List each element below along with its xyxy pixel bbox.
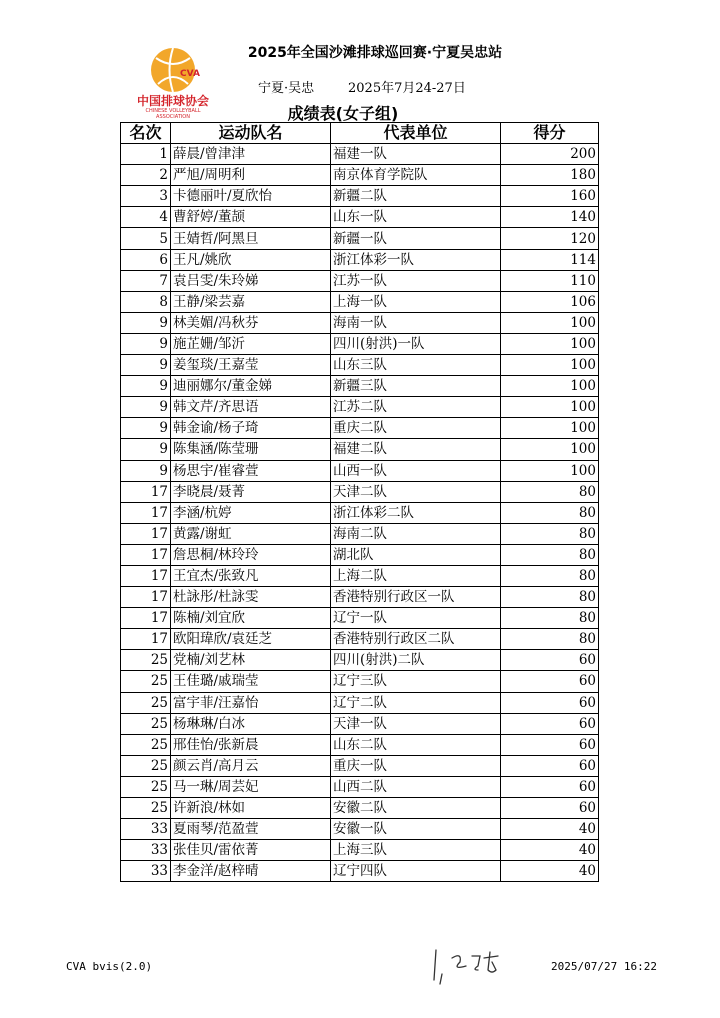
score-cell: 60 [501,798,599,819]
score-cell: 140 [501,207,599,228]
table-row [121,186,599,207]
team-cell: 薛晨/曾津津 [171,144,331,165]
header-score: 得分 [501,123,599,144]
team-cell: 杨琳琳/白冰 [171,713,331,734]
rank-cell: 9 [121,439,171,460]
team-cell: 张佳贝/雷依菁 [171,840,331,861]
event-location: 宁夏·吴忠 [258,81,315,96]
rank-cell: 7 [121,270,171,291]
print-timestamp: 2025/07/27 16:22 [551,960,657,973]
table-header-row [121,123,599,144]
unit-cell: 天津二队 [331,481,501,502]
unit-cell: 湖北队 [331,544,501,565]
team-cell: 施芷姗/邹沂 [171,333,331,354]
unit-cell: 新疆一队 [331,228,501,249]
score-cell: 110 [501,270,599,291]
team-cell: 马一琳/周芸妃 [171,776,331,797]
unit-cell: 天津一队 [331,713,501,734]
software-version: CVA bvis(2.0) [66,960,153,973]
rank-cell: 25 [121,798,171,819]
unit-cell: 山西二队 [331,776,501,797]
unit-cell: 江苏一队 [331,270,501,291]
results-table [120,122,599,882]
rank-cell: 17 [121,629,171,650]
header-unit: 代表单位 [331,123,501,144]
team-cell: 曹舒婷/董颉 [171,207,331,228]
team-cell: 李晓晨/聂菁 [171,481,331,502]
rank-cell: 25 [121,755,171,776]
score-cell: 80 [501,608,599,629]
table-row [121,544,599,565]
team-cell: 富宇菲/汪嘉怡 [171,692,331,713]
header-team: 运动队名 [171,123,331,144]
unit-cell: 新疆二队 [331,186,501,207]
rank-cell: 9 [121,333,171,354]
team-cell: 陈楠/刘宜欣 [171,608,331,629]
rank-cell: 5 [121,228,171,249]
table-row [121,144,599,165]
table-row [121,629,599,650]
rank-cell: 9 [121,376,171,397]
rank-cell: 25 [121,692,171,713]
score-cell: 60 [501,776,599,797]
table-row [121,819,599,840]
team-cell: 许新浪/林如 [171,798,331,819]
event-title: 2025年全国沙滩排球巡回赛·宁夏吴忠站 [247,45,503,61]
team-cell: 陈集涵/陈莹珊 [171,439,331,460]
table-row [121,755,599,776]
score-cell: 40 [501,819,599,840]
score-cell: 60 [501,692,599,713]
table-row [121,355,599,376]
rank-cell: 33 [121,840,171,861]
score-cell: 180 [501,165,599,186]
rank-cell: 33 [121,819,171,840]
team-cell: 颜云肖/高月云 [171,755,331,776]
team-cell: 杜詠彤/杜詠雯 [171,587,331,608]
score-cell: 100 [501,418,599,439]
unit-cell: 南京体育学院队 [331,165,501,186]
team-cell: 卡德丽叶/夏欣怡 [171,186,331,207]
score-cell: 100 [501,460,599,481]
event-dates: 2025年7月24-27日 [348,81,466,96]
score-cell: 60 [501,755,599,776]
score-cell: 60 [501,671,599,692]
score-cell: 80 [501,587,599,608]
table-row [121,228,599,249]
table-row [121,481,599,502]
team-cell: 王凡/姚欣 [171,249,331,270]
team-cell: 迪丽娜尔/董金娣 [171,376,331,397]
table-row [121,291,599,312]
unit-cell: 山东三队 [331,355,501,376]
unit-cell: 海南二队 [331,523,501,544]
team-cell: 欧阳瑋欣/袁廷芝 [171,629,331,650]
team-cell: 黄露/谢虹 [171,523,331,544]
score-cell: 100 [501,439,599,460]
score-cell: 200 [501,144,599,165]
logo-mark-text: CVA [180,69,200,79]
unit-cell: 山东二队 [331,734,501,755]
team-cell: 韩文芹/齐思语 [171,397,331,418]
team-cell: 王宜杰/张致凡 [171,565,331,586]
score-cell: 80 [501,523,599,544]
results-body [121,144,599,882]
team-cell: 杨思宇/崔睿萱 [171,460,331,481]
team-cell: 李涵/杭婷 [171,502,331,523]
rank-cell: 25 [121,671,171,692]
score-cell: 100 [501,376,599,397]
rank-cell: 25 [121,650,171,671]
score-cell: 114 [501,249,599,270]
unit-cell: 辽宁四队 [331,861,501,882]
score-cell: 100 [501,312,599,333]
table-row [121,523,599,544]
unit-cell: 浙江体彩二队 [331,502,501,523]
team-cell: 林美媚/冯秋芬 [171,312,331,333]
handwritten-signature [422,940,518,988]
unit-cell: 海南一队 [331,312,501,333]
score-cell: 80 [501,629,599,650]
unit-cell: 山东一队 [331,207,501,228]
table-row [121,270,599,291]
score-cell: 160 [501,186,599,207]
table-row [121,207,599,228]
unit-cell: 四川(射洪)二队 [331,650,501,671]
table-row [121,587,599,608]
rank-cell: 9 [121,312,171,333]
team-cell: 李金洋/赵梓晴 [171,861,331,882]
unit-cell: 上海一队 [331,291,501,312]
unit-cell: 香港特别行政区二队 [331,629,501,650]
unit-cell: 重庆一队 [331,755,501,776]
table-row [121,460,599,481]
rank-cell: 9 [121,418,171,439]
unit-cell: 四川(射洪)一队 [331,333,501,354]
score-cell: 80 [501,544,599,565]
score-cell: 80 [501,502,599,523]
logo-text: 中国排球协会 [136,94,209,108]
rank-cell: 17 [121,565,171,586]
rank-cell: 2 [121,165,171,186]
table-row [121,776,599,797]
score-cell: 100 [501,397,599,418]
score-cell: 80 [501,481,599,502]
unit-cell: 安徽二队 [331,798,501,819]
team-cell: 严旭/周明利 [171,165,331,186]
score-cell: 100 [501,355,599,376]
table-row [121,439,599,460]
team-cell: 夏雨琴/范盈萱 [171,819,331,840]
team-cell: 詹思桐/林玲玲 [171,544,331,565]
unit-cell: 新疆三队 [331,376,501,397]
table-row [121,502,599,523]
rank-cell: 9 [121,355,171,376]
team-cell: 邢佳怡/张新晨 [171,734,331,755]
logo-subtext: CHINESE VOLLEYBALL ASSOCIATION [145,108,201,120]
score-cell: 120 [501,228,599,249]
rank-cell: 9 [121,460,171,481]
table-row [121,650,599,671]
team-cell: 党楠/刘艺林 [171,650,331,671]
table-row [121,249,599,270]
score-cell: 60 [501,650,599,671]
rank-cell: 8 [121,291,171,312]
table-row [121,861,599,882]
table-row [121,713,599,734]
rank-cell: 3 [121,186,171,207]
unit-cell: 辽宁一队 [331,608,501,629]
team-cell: 王静/梁芸嘉 [171,291,331,312]
team-cell: 王婧哲/阿黑旦 [171,228,331,249]
rank-cell: 4 [121,207,171,228]
score-cell: 106 [501,291,599,312]
table-row [121,608,599,629]
team-cell: 韩金谕/杨子琦 [171,418,331,439]
table-row [121,312,599,333]
rank-cell: 17 [121,608,171,629]
score-cell: 80 [501,565,599,586]
results-subtitle: 成绩表(女子组) [287,104,399,123]
rank-cell: 9 [121,397,171,418]
table-row [121,671,599,692]
rank-cell: 17 [121,481,171,502]
rank-cell: 6 [121,249,171,270]
table-row [121,333,599,354]
unit-cell: 山西一队 [331,460,501,481]
team-cell: 袁吕雯/朱玲娣 [171,270,331,291]
rank-cell: 25 [121,713,171,734]
table-row [121,798,599,819]
rank-cell: 25 [121,776,171,797]
rank-cell: 25 [121,734,171,755]
unit-cell: 香港特别行政区一队 [331,587,501,608]
table-row [121,376,599,397]
team-cell: 姜玺琰/王嘉莹 [171,355,331,376]
score-cell: 40 [501,840,599,861]
unit-cell: 上海三队 [331,840,501,861]
unit-cell: 辽宁二队 [331,692,501,713]
score-cell: 40 [501,861,599,882]
unit-cell: 重庆二队 [331,418,501,439]
table-row [121,734,599,755]
table-row [121,565,599,586]
rank-cell: 17 [121,502,171,523]
unit-cell: 上海二队 [331,565,501,586]
score-cell: 60 [501,713,599,734]
table-row [121,418,599,439]
table-row [121,692,599,713]
table-row [121,165,599,186]
rank-cell: 17 [121,587,171,608]
team-cell: 王佳璐/戚瑞莹 [171,671,331,692]
table-row [121,840,599,861]
table-row [121,397,599,418]
unit-cell: 浙江体彩一队 [331,249,501,270]
rank-cell: 1 [121,144,171,165]
rank-cell: 17 [121,544,171,565]
unit-cell: 安徽一队 [331,819,501,840]
rank-cell: 33 [121,861,171,882]
score-cell: 60 [501,734,599,755]
unit-cell: 福建二队 [331,439,501,460]
score-cell: 100 [501,333,599,354]
unit-cell: 福建一队 [331,144,501,165]
unit-cell: 辽宁三队 [331,671,501,692]
rank-cell: 17 [121,523,171,544]
header-rank: 名次 [121,123,171,144]
unit-cell: 江苏二队 [331,397,501,418]
